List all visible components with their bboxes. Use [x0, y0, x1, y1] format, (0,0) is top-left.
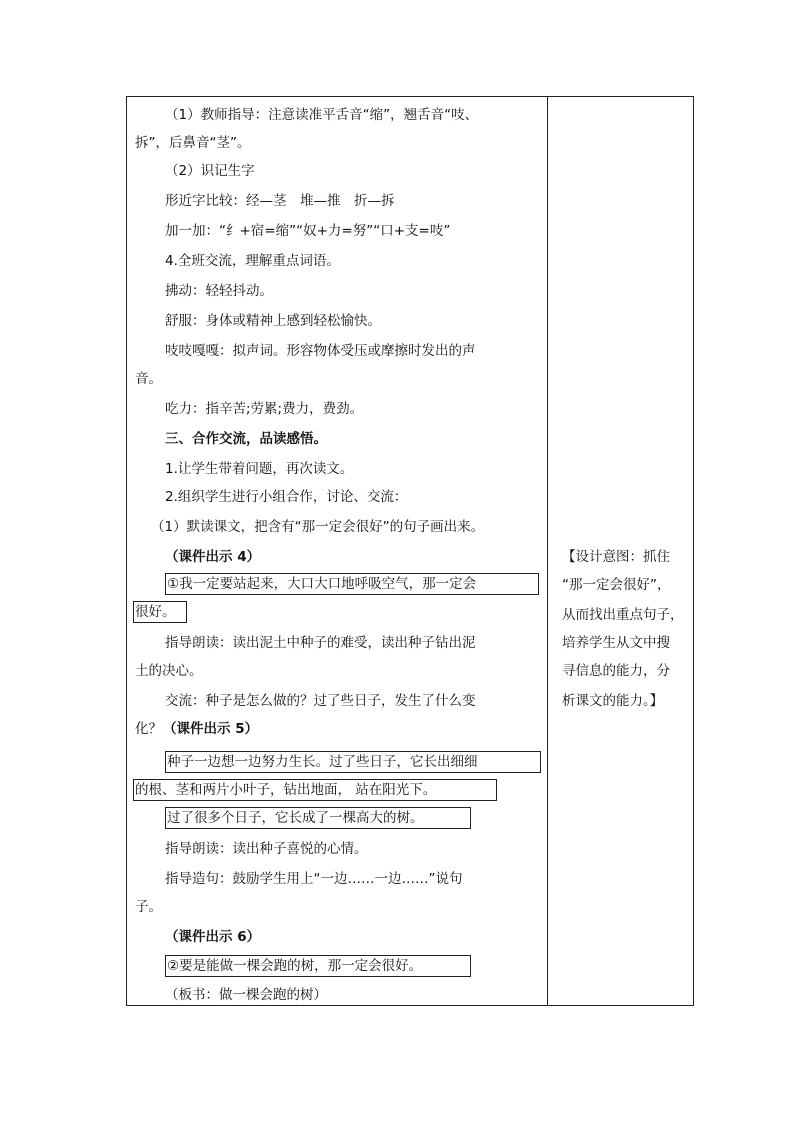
quote-text: 过了很多个日子，它长成了一棵高大的树。: [167, 810, 424, 826]
text-line: 4.全班交流，理解重点词语。: [165, 253, 340, 269]
text-line: 拂动：轻轻抖动。: [165, 283, 273, 299]
design-note-line: 从而找出重点句子，: [562, 607, 684, 623]
board-writing: （板书：做一棵会跑的树）: [165, 987, 327, 1003]
text-line: 加一加：“纟+宿=缩”“奴+力=努”“口+支=吱”: [165, 223, 451, 239]
text-line: 吃力：指辛苦;劳累;费力，费劲。: [165, 401, 364, 417]
courseware-label: （课件出示 5）: [163, 721, 259, 737]
text-line: 1.让学生带着问题，再次读文。: [165, 461, 354, 477]
text-line: （1）默读课文，把含有“那一定会很好”的句子画出来。: [151, 519, 485, 535]
quote-text: ①我一定要站起来，大口大口地呼吸空气，那一定会: [167, 576, 477, 592]
teaching-process-cell: [127, 97, 547, 1005]
design-note-line: 寻信息的能力，分: [562, 663, 670, 679]
text-line: 指导朗读：读出泥土中种子的难受，读出种子钻出泥: [165, 635, 476, 651]
quote-text: 种子一边想一边努力生长。过了些日子，它长出细细: [167, 754, 478, 770]
courseware-label: （课件出示 6）: [165, 929, 261, 945]
text-line: 交流：种子是怎么做的？过了些日子，发生了什么变: [165, 693, 476, 709]
text-line: 舒服：身体或精神上感到轻松愉快。: [165, 313, 381, 329]
text-line: 土的决心。: [135, 663, 203, 679]
lesson-table: [126, 96, 694, 1006]
text-line: 吱吱嘎嘎：拟声词。形容物体受压或摩擦时发出的声: [165, 343, 476, 359]
text-line: 2.组织学生进行小组合作，讨论、交流：: [165, 489, 408, 505]
quote-text: 的根、茎和两片小叶子，钻出地面， 站在阳光下。: [135, 782, 437, 798]
design-note-line: 析课文的能力。】: [562, 693, 664, 709]
text-line: 子。: [135, 899, 162, 915]
text-line: 指导造句：鼓励学生用上“一边……一边……”说句: [165, 871, 463, 887]
text-line: 形近字比较：经—茎 堆—推 折—拆: [165, 193, 395, 209]
design-note-line: 培养学生从文中搜: [562, 635, 670, 651]
courseware-label: （课件出示 4）: [165, 549, 261, 565]
text-line: 音。: [135, 371, 162, 387]
quote-text: ②要是能做一棵会跑的树，那一定会很好。: [167, 958, 423, 974]
text-line: （2）识记生字: [165, 163, 255, 179]
text-line: 拆”，后鼻音“茎”。: [135, 135, 251, 151]
text-line: 化？: [135, 721, 162, 737]
design-intent-cell: [548, 97, 694, 1005]
design-note-line: “那一定会很好”，: [562, 577, 671, 593]
design-note-line: 【设计意图：抓住: [562, 549, 670, 565]
section-heading: 三、合作交流，品读感悟。: [165, 431, 327, 447]
quote-text: 很好。: [135, 604, 176, 620]
text-line: （1）教师指导：注意读准平舌音“缩”，翘舌音“吱、: [165, 107, 479, 123]
text-line: 指导朗读：读出种子喜悦的心情。: [165, 841, 368, 857]
